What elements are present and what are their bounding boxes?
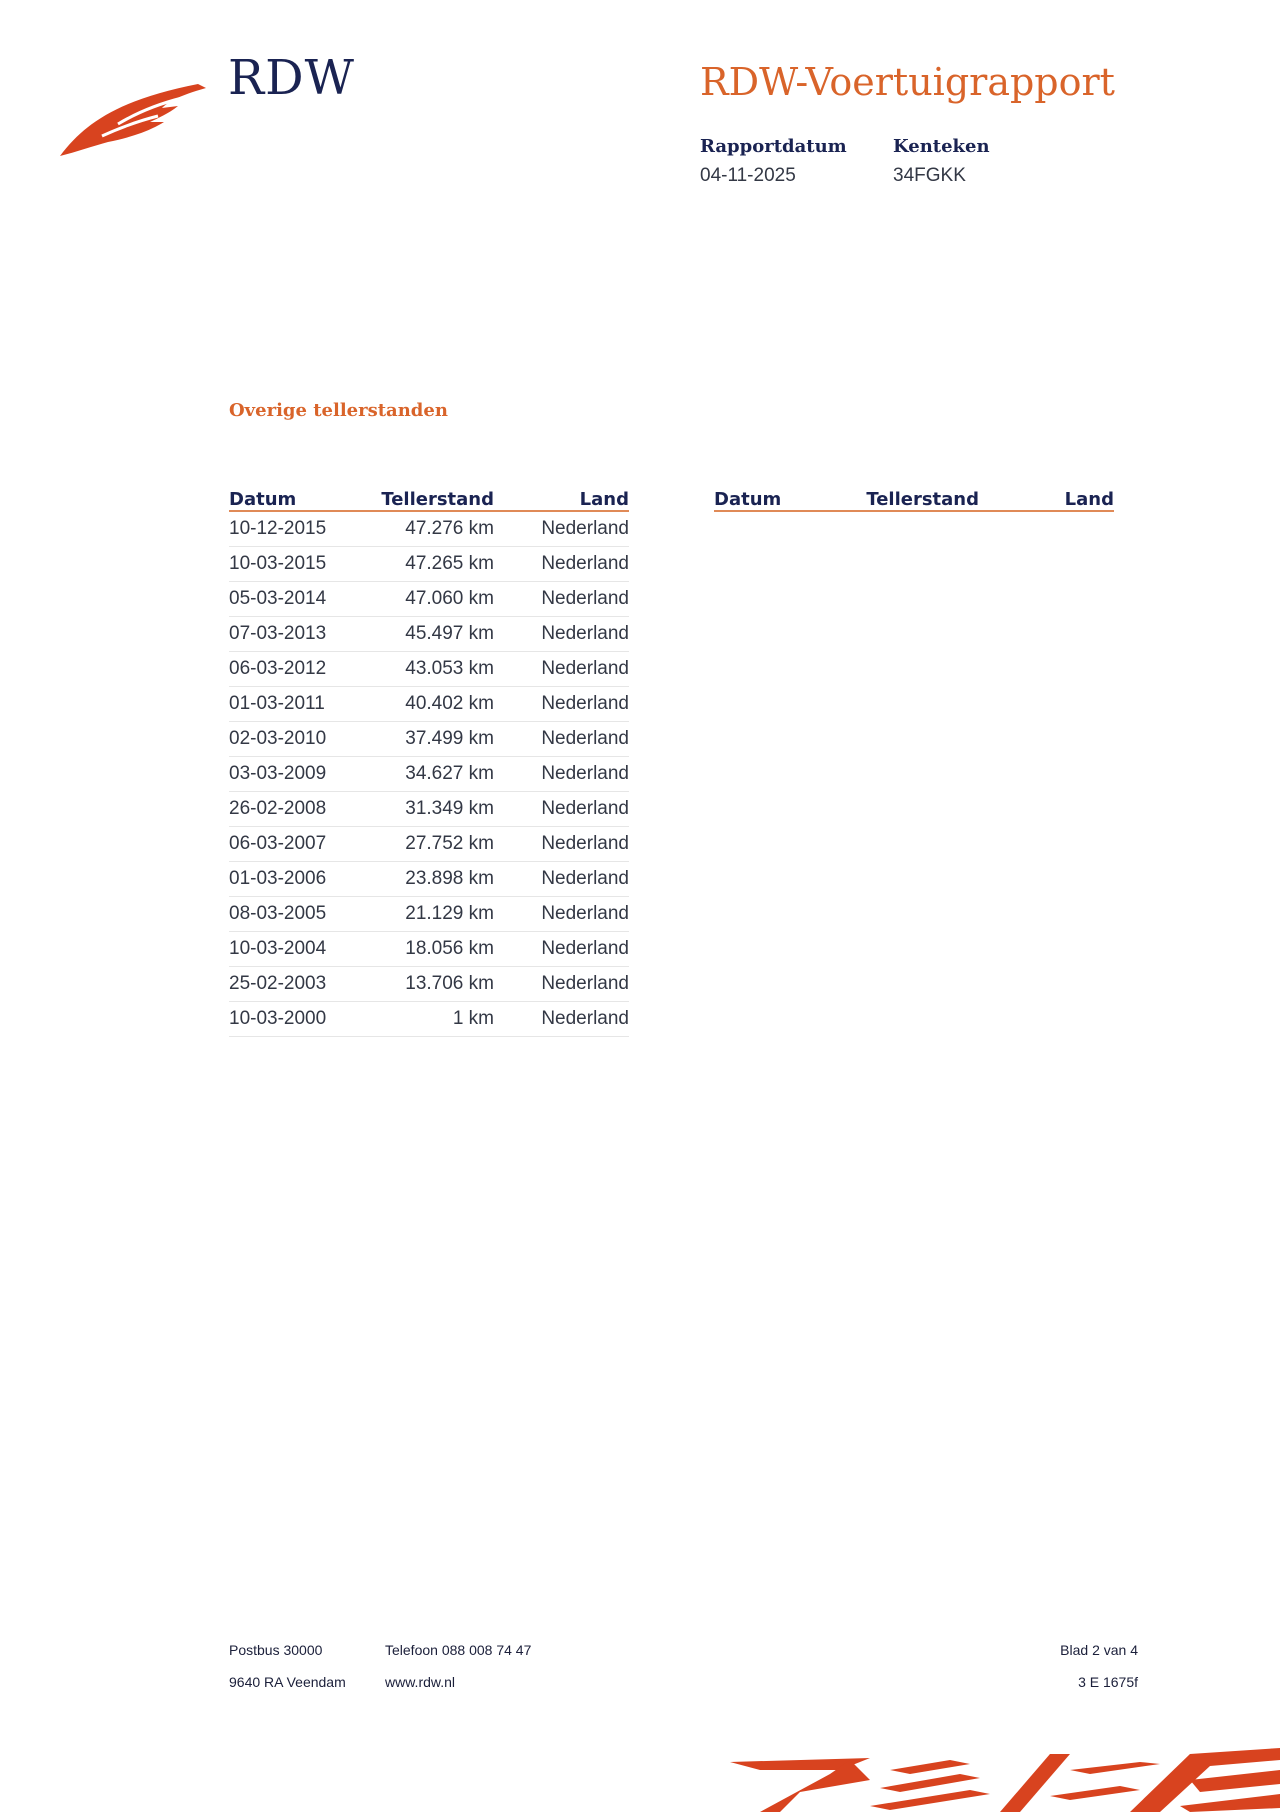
land-cell: Nederland <box>494 652 629 687</box>
table-row <box>229 862 629 897</box>
tellerstand-cell: 21.129 km <box>359 897 494 932</box>
land-cell: Nederland <box>494 862 629 897</box>
tellerstand-cell: 34.627 km <box>359 757 494 792</box>
tellerstand-cell: 47.060 km <box>359 582 494 617</box>
kenteken-label: Kenteken <box>893 136 990 157</box>
land-cell: Nederland <box>494 897 629 932</box>
table-row <box>229 617 629 652</box>
rdw-logo-icon <box>58 78 208 160</box>
footer-page-number: Blad 2 van 4 <box>1060 1642 1138 1658</box>
datum-cell: 07-03-2013 <box>229 617 359 652</box>
col-datum-header: Datum <box>229 482 359 511</box>
tellerstand-cell: 18.056 km <box>359 932 494 967</box>
kenteken-block <box>893 136 990 187</box>
table-row <box>229 757 629 792</box>
datum-cell: 05-03-2014 <box>229 582 359 617</box>
section-title: Overige tellerstanden <box>229 400 448 421</box>
datum-cell: 10-03-2015 <box>229 547 359 582</box>
land-cell: Nederland <box>494 792 629 827</box>
land-cell: Nederland <box>494 582 629 617</box>
tellerstand-cell: 43.053 km <box>359 652 494 687</box>
table-row <box>229 1002 629 1037</box>
datum-cell: 10-12-2015 <box>229 511 359 547</box>
datum-cell: 01-03-2011 <box>229 687 359 722</box>
table-row <box>229 827 629 862</box>
col-tellerstand-header: Tellerstand <box>359 482 494 511</box>
col-datum-header: Datum <box>714 482 844 511</box>
decorative-stripes-icon <box>720 1740 1280 1812</box>
land-cell: Nederland <box>494 1002 629 1037</box>
tellerstand-cell: 13.706 km <box>359 967 494 1002</box>
footer-postbus: Postbus 30000 <box>229 1642 323 1658</box>
tellerstand-cell: 40.402 km <box>359 687 494 722</box>
table-row <box>229 511 629 547</box>
tellerstanden-table-right <box>714 482 1114 512</box>
table-row <box>229 582 629 617</box>
table-row <box>229 547 629 582</box>
tellerstanden-table <box>229 482 629 1037</box>
kenteken-value: 34FGKK <box>893 165 966 186</box>
table-row <box>229 932 629 967</box>
datum-cell: 25-02-2003 <box>229 967 359 1002</box>
datum-cell: 10-03-2000 <box>229 1002 359 1037</box>
tellerstand-cell: 31.349 km <box>359 792 494 827</box>
land-cell: Nederland <box>494 932 629 967</box>
tellerstand-cell: 37.499 km <box>359 722 494 757</box>
table-row <box>229 792 629 827</box>
tellerstand-cell: 47.265 km <box>359 547 494 582</box>
datum-cell: 08-03-2005 <box>229 897 359 932</box>
logo-text: RDW <box>228 50 355 106</box>
footer-code: 3 E 1675f <box>1078 1674 1138 1690</box>
land-cell: Nederland <box>494 967 629 1002</box>
land-cell: Nederland <box>494 687 629 722</box>
land-cell: Nederland <box>494 547 629 582</box>
land-cell: Nederland <box>494 722 629 757</box>
col-land-header: Land <box>979 482 1114 511</box>
table-header-row <box>714 482 1114 511</box>
datum-cell: 06-03-2007 <box>229 827 359 862</box>
rapportdatum-label: Rapportdatum <box>700 136 847 157</box>
datum-cell: 01-03-2006 <box>229 862 359 897</box>
rapportdatum-block <box>700 136 847 187</box>
land-cell: Nederland <box>494 617 629 652</box>
tellerstand-cell: 27.752 km <box>359 827 494 862</box>
table-row <box>229 967 629 1002</box>
footer-telefoon: Telefoon 088 008 74 47 <box>385 1642 532 1658</box>
footer-address: 9640 RA Veendam <box>229 1674 346 1690</box>
col-land-header: Land <box>494 482 629 511</box>
datum-cell: 10-03-2004 <box>229 932 359 967</box>
table-header-row <box>229 482 629 511</box>
footer-website[interactable]: www.rdw.nl <box>385 1674 456 1690</box>
col-tellerstand-header: Tellerstand <box>844 482 979 511</box>
datum-cell: 02-03-2010 <box>229 722 359 757</box>
land-cell: Nederland <box>494 757 629 792</box>
table-row <box>229 722 629 757</box>
table-body <box>229 511 629 1037</box>
table-row <box>229 687 629 722</box>
land-cell: Nederland <box>494 511 629 547</box>
rapportdatum-value: 04-11-2025 <box>700 165 796 186</box>
datum-cell: 06-03-2012 <box>229 652 359 687</box>
tellerstand-cell: 47.276 km <box>359 511 494 547</box>
table-row <box>229 652 629 687</box>
land-cell: Nederland <box>494 827 629 862</box>
datum-cell: 03-03-2009 <box>229 757 359 792</box>
datum-cell: 26-02-2008 <box>229 792 359 827</box>
report-title: RDW-Voertuigrapport <box>700 60 1115 104</box>
tellerstand-cell: 1 km <box>359 1002 494 1037</box>
tellerstand-cell: 23.898 km <box>359 862 494 897</box>
tellerstand-cell: 45.497 km <box>359 617 494 652</box>
table-row <box>229 897 629 932</box>
